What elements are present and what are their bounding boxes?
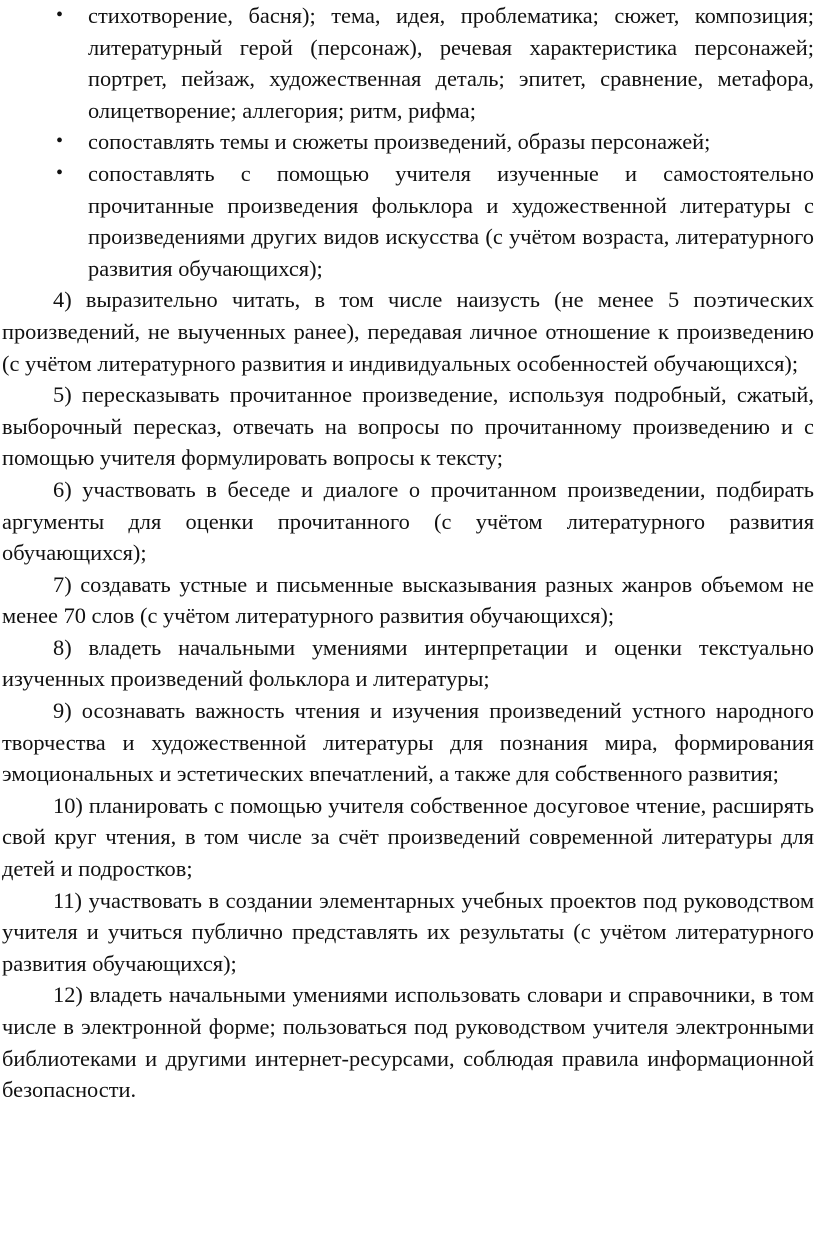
paragraph-item-4: 4) выразительно читать, в том числе наизусть (не менее 5 поэтических произведений, не выученных ранее), передавая личное отношение к произведению (с учётом литературного развития и индивидуальных особенностей обучающихся); (2, 287, 814, 376)
paragraph-item-5: 5) пересказывать прочитанное произведение, используя подробный, сжатый, выборочный пересказ, отвечать на вопросы по прочитанному произведению и с помощью учителя формулировать вопросы к тексту; (2, 382, 814, 471)
bullet-list (2, 0, 814, 284)
bullet-item: • сопоставлять с помощью учителя изученные и самостоятельно прочитанные произведения фольклора и художественной литературы с произведениями других видов искусства (с учётом возраста, литературного развития обучающихся); (88, 158, 814, 284)
paragraph-item-7: 7) создавать устные и письменные высказывания разных жанров объемом не менее 70 слов (с учётом литературного развития обучающихся); (2, 571, 814, 629)
paragraph-item-8: 8) владеть начальными умениями интерпретации и оценки текстуально изученных произведений фольклора и литературы; (2, 634, 814, 692)
paragraph-item-9: 9) осознавать важность чтения и изучения произведений устного народного творчества и художественной литературы для познания мира, формирования эмоциональных и эстетических впечатлений, а также для собственного развития; (2, 698, 814, 787)
paragraph-item-6: 6) участвовать в беседе и диалоге о прочитанном произведении, подбирать аргументы для оценки прочитанного (с учётом литературного развития обучающихся); (2, 476, 814, 566)
bullet-item: • стихотворение, басня); тема, идея, проблематика; сюжет, композиция; литературный герой (персонаж), речевая характеристика персонажей; портрет, пейзаж, художественная деталь; эпитет, сравнение, метафора, олицетворение; аллегория; ритм, рифма; (88, 0, 814, 126)
paragraph-item-11: 11) участвовать в создании элементарных учебных проектов под руководством учителя и учиться публично представлять их результаты (с учётом литературного развития обучающихся); (2, 887, 814, 976)
bullet-item: • сопоставлять темы и сюжеты произведений, образы персонажей; (88, 126, 814, 158)
paragraph-item-10: 10) планировать с помощью учителя собственное досуговое чтение, расширять свой круг чтения, в том числе за счёт произведений современной литературы для детей и подростков; (2, 792, 814, 882)
paragraph-item-12: 12) владеть начальными умениями использовать словари и справочники, в том числе в электронной форме; пользоваться под руководством учителя электронными библиотеками и другими интернет-ресурсами, соблюдая правила информационной безопасности. (2, 982, 814, 1103)
